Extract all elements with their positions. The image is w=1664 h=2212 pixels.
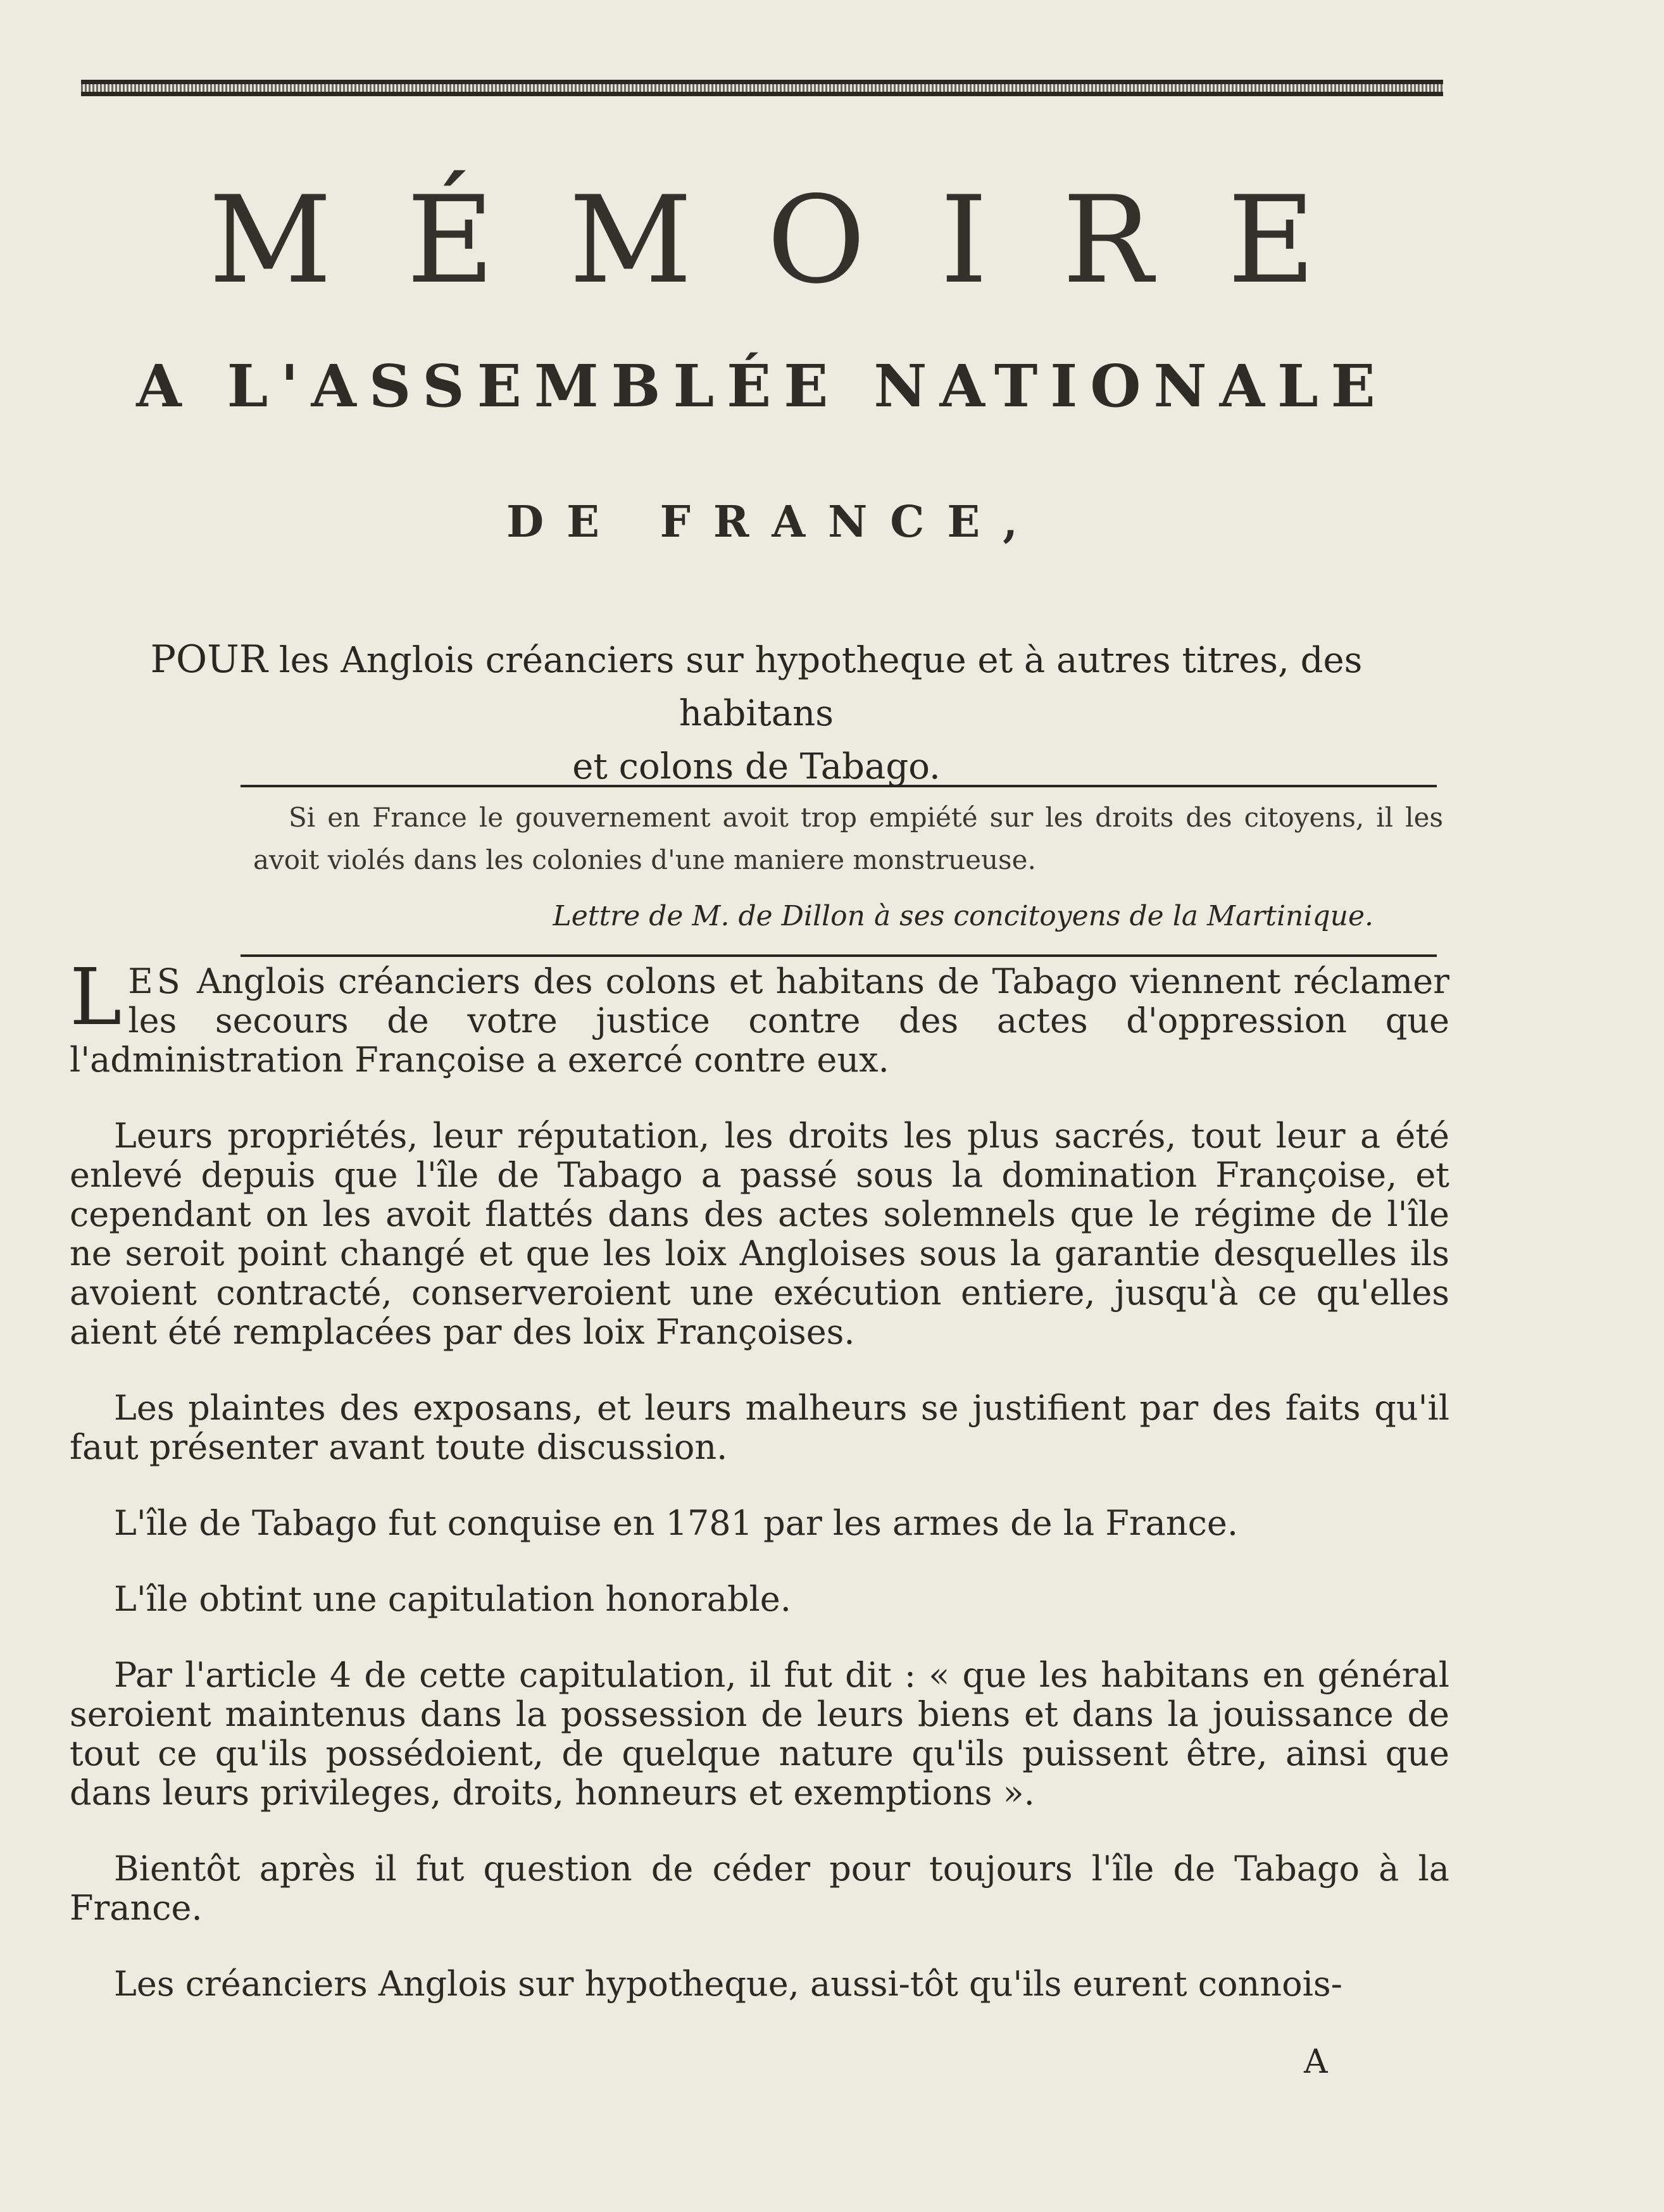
document-title: MÉMOIRE [208,170,1391,310]
top-ornamental-rule [81,80,1443,96]
epigraph-quote [253,796,1443,881]
body-text [70,952,1449,2040]
epigraph-attribution: Lettre de M. de Dillon à ses concitoyens de la Martinique. [553,900,1373,932]
paragraph-1-text: Anglois créanciers des colons et habitans de Tabago viennent réclamer les secours de votre justice contre des actes d'oppression que l'administration Françoise a exercé contre eux. [70,961,1449,1080]
first-word-rest: ES [128,961,184,1001]
pour-text-line-1: les Anglois créanciers sur hypotheque et à autres titres, des habitans [278,640,1363,734]
epigraph-top-rule [241,785,1437,787]
pour-heading [70,633,1443,794]
paragraph-8: Les créanciers Anglois sur hypotheque, aussi-tôt qu'ils eurent connois- [114,1964,1342,2004]
paragraph-1 [70,952,1449,1080]
subtitle-de-france: DE FRANCE, [506,497,1041,547]
pour-lead-word: POUR [150,637,268,682]
epigraph-text: Si en France le gouvernement avoit trop empiété sur les droits des citoyens, il les avoit violés dans les colonies d'une maniere monstrueuse. [253,802,1443,875]
paragraph-5: L'île obtint une capitulation honorable. [114,1579,791,1619]
epigraph-bottom-rule [241,954,1437,957]
pour-line-1 [70,633,1443,740]
paragraph-2: Leurs propriétés, leur réputation, les droits les plus sacrés, tout leur a été enlevé depuis que l'île de Tabago a passé sous la domination Françoise, et cependant on les avoit flattés dans des actes solemnels que le régime de l'île ne seroit point changé et que les loix Angloises sous la garantie desquelles ils avoient contracté, conserveroient une exécution entiere, jusqu'à ce qu'elles aient été remplacées par des loix Françoises. [70,1116,1449,1352]
pour-text-line-2: et colons de Tabago. [572,746,941,787]
signature-mark: A [1304,2043,1328,2081]
paragraph-4: L'île de Tabago fut conquise en 1781 par les armes de la France. [114,1503,1239,1543]
paragraph-7: Bientôt après il fut question de céder pour toujours l'île de Tabago à la France. [70,1849,1449,1928]
subtitle-assemblee-nationale: A L'ASSEMBLÉE NATIONALE [136,352,1388,420]
paragraph-6: Par l'article 4 de cette capitulation, il fut dit : « que les habitans en général seroient maintenus dans la possession de leurs biens et dans la jouissance de tout ce qu'ils possédoient, de quelque nature qu'ils puissent être, ainsi que dans leurs privileges, droits, honneurs et exemptions ». [70,1655,1449,1813]
paragraph-3: Les plaintes des exposans, et leurs malheurs se justifient par des faits qu'il faut présenter avant toute discussion. [70,1388,1449,1467]
drop-cap: L [70,952,122,1043]
